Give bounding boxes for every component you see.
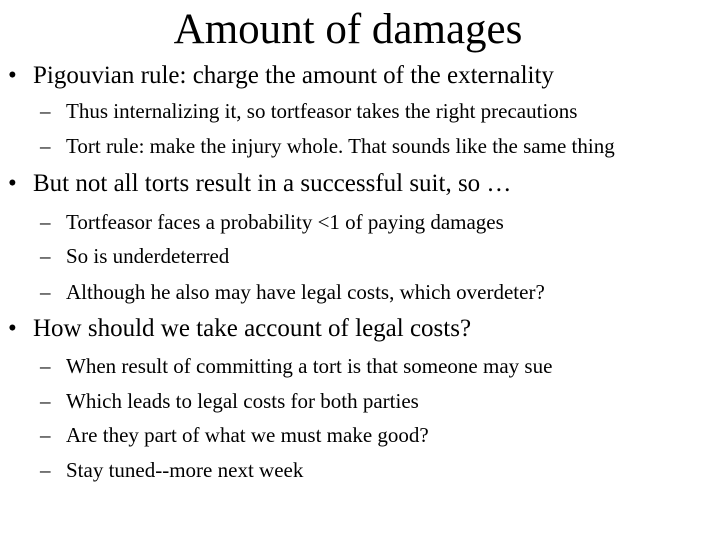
bullet-item [8, 169, 511, 199]
dash-icon: – [40, 244, 51, 268]
bullet-text: Pigouvian rule: charge the amount of the externality [33, 62, 554, 89]
sub-bullet-text: So is underdeterred [66, 244, 230, 268]
dash-icon: – [40, 354, 51, 378]
sub-bullet-item [40, 133, 615, 159]
sub-bullet-item [40, 388, 419, 414]
dash-icon: – [40, 210, 51, 234]
sub-bullet-text: Stay tuned--more next week [66, 458, 304, 482]
bullet-text: How should we take account of legal costs? [33, 315, 472, 342]
sub-bullet-text: Are they part of what we must make good? [66, 423, 429, 447]
bullet-item [8, 314, 471, 344]
sub-bullet-text: Although he also may have legal costs, which overdeter? [66, 280, 545, 304]
dash-icon: – [40, 280, 51, 304]
bullet-icon: • [8, 315, 17, 342]
sub-bullet-item [40, 457, 303, 483]
dash-icon: – [40, 134, 51, 158]
bullet-item [8, 61, 554, 91]
sub-bullet-item [40, 209, 504, 235]
sub-bullet-item [40, 243, 229, 269]
dash-icon: – [40, 389, 51, 413]
sub-bullet-text: Tort rule: make the injury whole. That sounds like the same thing [66, 134, 615, 158]
sub-bullet-text: When result of committing a tort is that someone may sue [66, 354, 553, 378]
sub-bullet-text: Thus internalizing it, so tortfeasor takes the right precautions [66, 99, 578, 123]
sub-bullet-item [40, 98, 577, 124]
dash-icon: – [40, 458, 51, 482]
sub-bullet-text: Which leads to legal costs for both parties [66, 389, 419, 413]
sub-bullet-item [40, 279, 545, 305]
bullet-text: But not all torts result in a successful suit, so … [33, 170, 512, 197]
sub-bullet-text: Tortfeasor faces a probability <1 of paying damages [66, 210, 504, 234]
sub-bullet-item [40, 353, 552, 379]
bullet-icon: • [8, 62, 17, 89]
bullet-icon: • [8, 170, 17, 197]
slide-title: Amount of damages [173, 6, 523, 53]
sub-bullet-item [40, 422, 429, 448]
dash-icon: – [40, 99, 51, 123]
dash-icon: – [40, 423, 51, 447]
